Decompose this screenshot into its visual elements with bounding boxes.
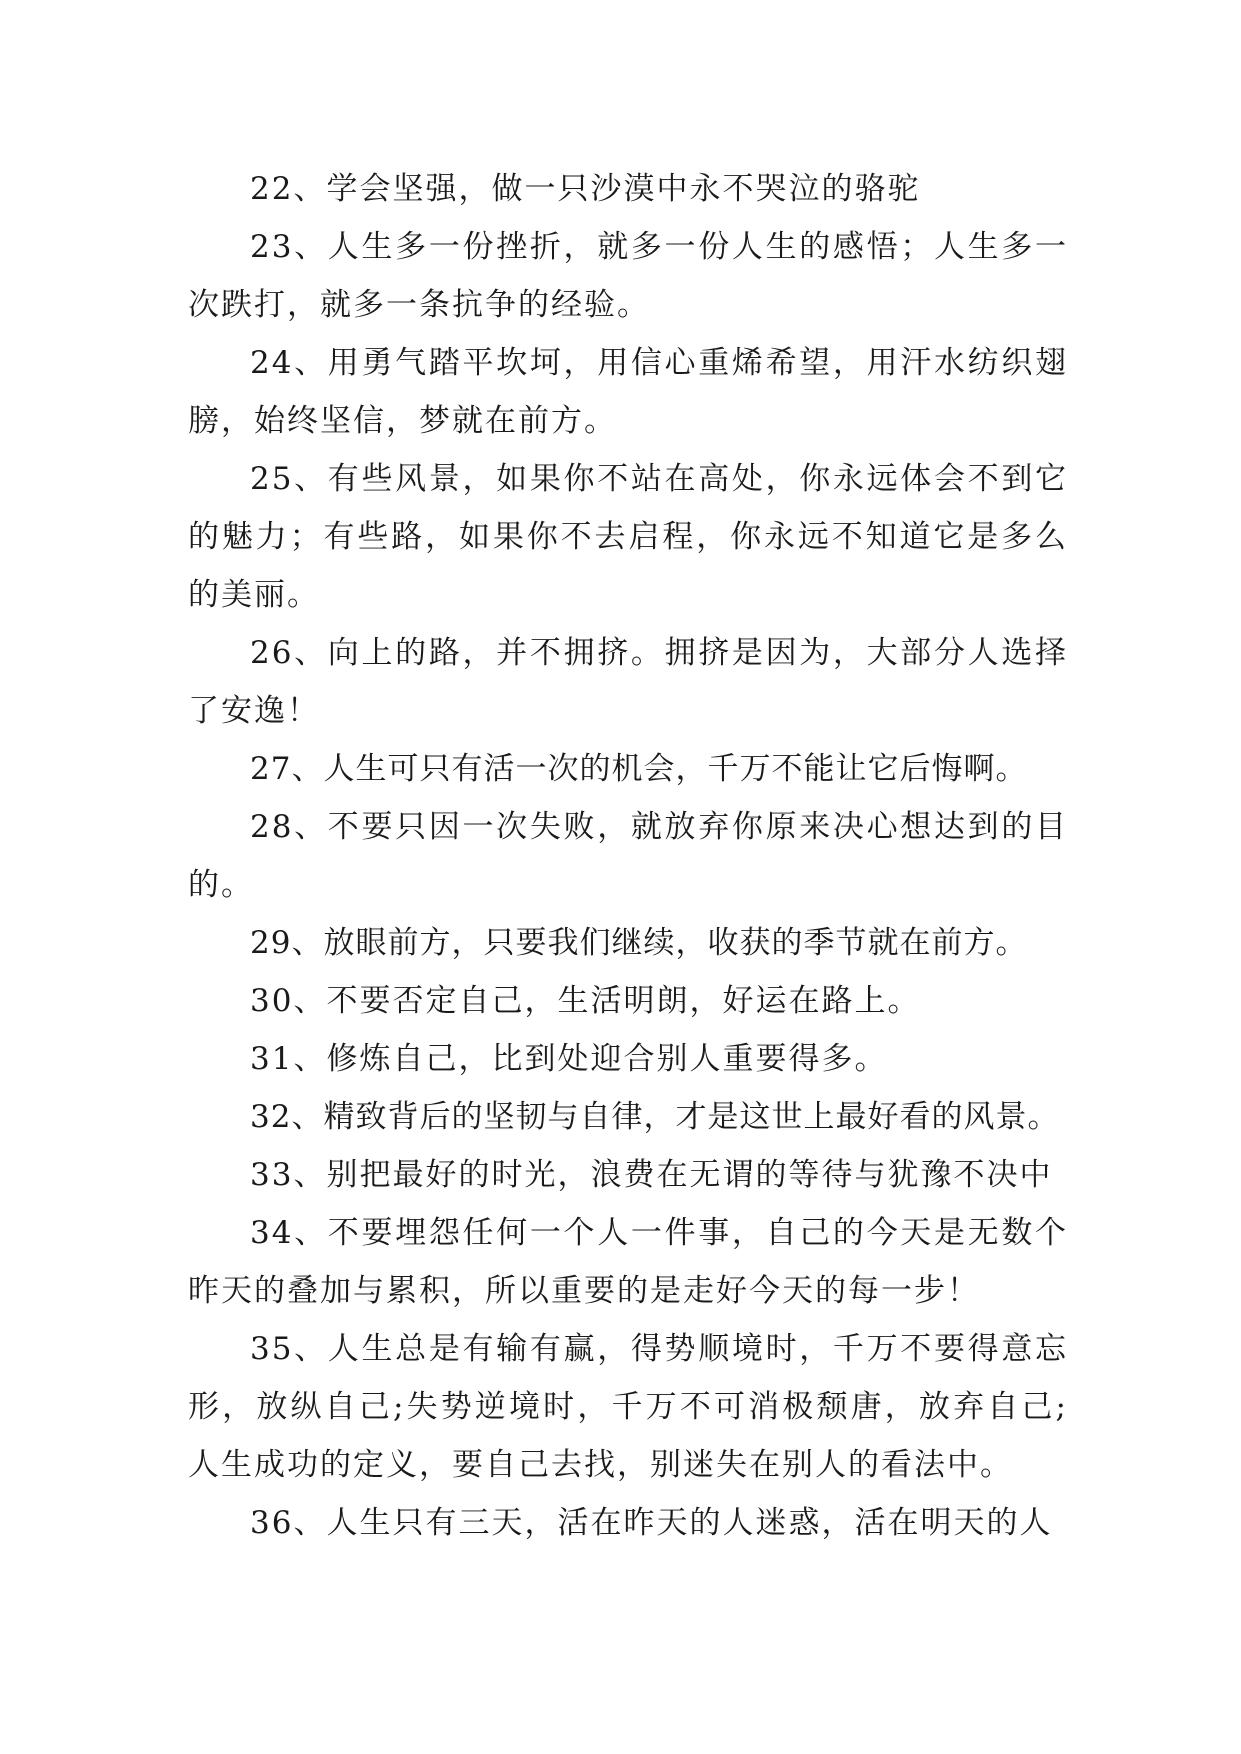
paragraph-36: 36、人生只有三天，活在昨天的人迷惑，活在明天的人: [250, 1505, 1053, 1541]
paragraph-33: 33、别把最好的时光，浪费在无谓的等待与犹豫不决中: [250, 1157, 1053, 1193]
paragraph-28: 28、不要只因一次失败，就放弃你原来决心想达到的目的。: [188, 809, 1068, 903]
paragraph-31: 31、修炼自己，比到处迎合别人重要得多。: [250, 1041, 888, 1077]
paragraph-27: 27、人生可只有活一次的机会，千万不能让它后悔啊。: [250, 751, 1028, 787]
paragraph-23: 23、人生多一份挫折，就多一份人生的感悟；人生多一次跌打，就多一条抗争的经验。: [188, 229, 1068, 323]
paragraph-32: 32、精致背后的坚韧与自律，才是这世上最好看的风景。: [250, 1099, 1060, 1135]
paragraph-26: 26、向上的路，并不拥挤。拥挤是因为，大部分人选择了安逸！: [188, 635, 1068, 729]
paragraph-34: 34、不要埋怨任何一个人一件事，自己的今天是无数个昨天的叠加与累积，所以重要的是走好今天的每一步！: [188, 1215, 1068, 1309]
paragraph-25: 25、有些风景，如果你不站在高处，你永远体会不到它的魅力；有些路，如果你不去启程，你永远不知道它是多么的美丽。: [188, 461, 1068, 613]
paragraph-22: 22、学会坚强，做一只沙漠中永不哭泣的骆驼: [250, 171, 921, 207]
paragraph-35: 35、人生总是有输有赢，得势顺境时，千万不要得意忘形，放纵自己;失势逆境时，千万不可消极颓唐，放弃自己;人生成功的定义，要自己去找，别迷失在别人的看法中。: [188, 1331, 1068, 1483]
document-body: [188, 160, 1068, 1552]
paragraph-30: 30、不要否定自己，生活明朗，好运在路上。: [250, 983, 921, 1019]
paragraph-29: 29、放眼前方，只要我们继续，收获的季节就在前方。: [250, 925, 1028, 961]
paragraph-24: 24、用勇气踏平坎坷，用信心重烯希望，用汗水纺织翅膀，始终坚信，梦就在前方。: [188, 345, 1068, 439]
